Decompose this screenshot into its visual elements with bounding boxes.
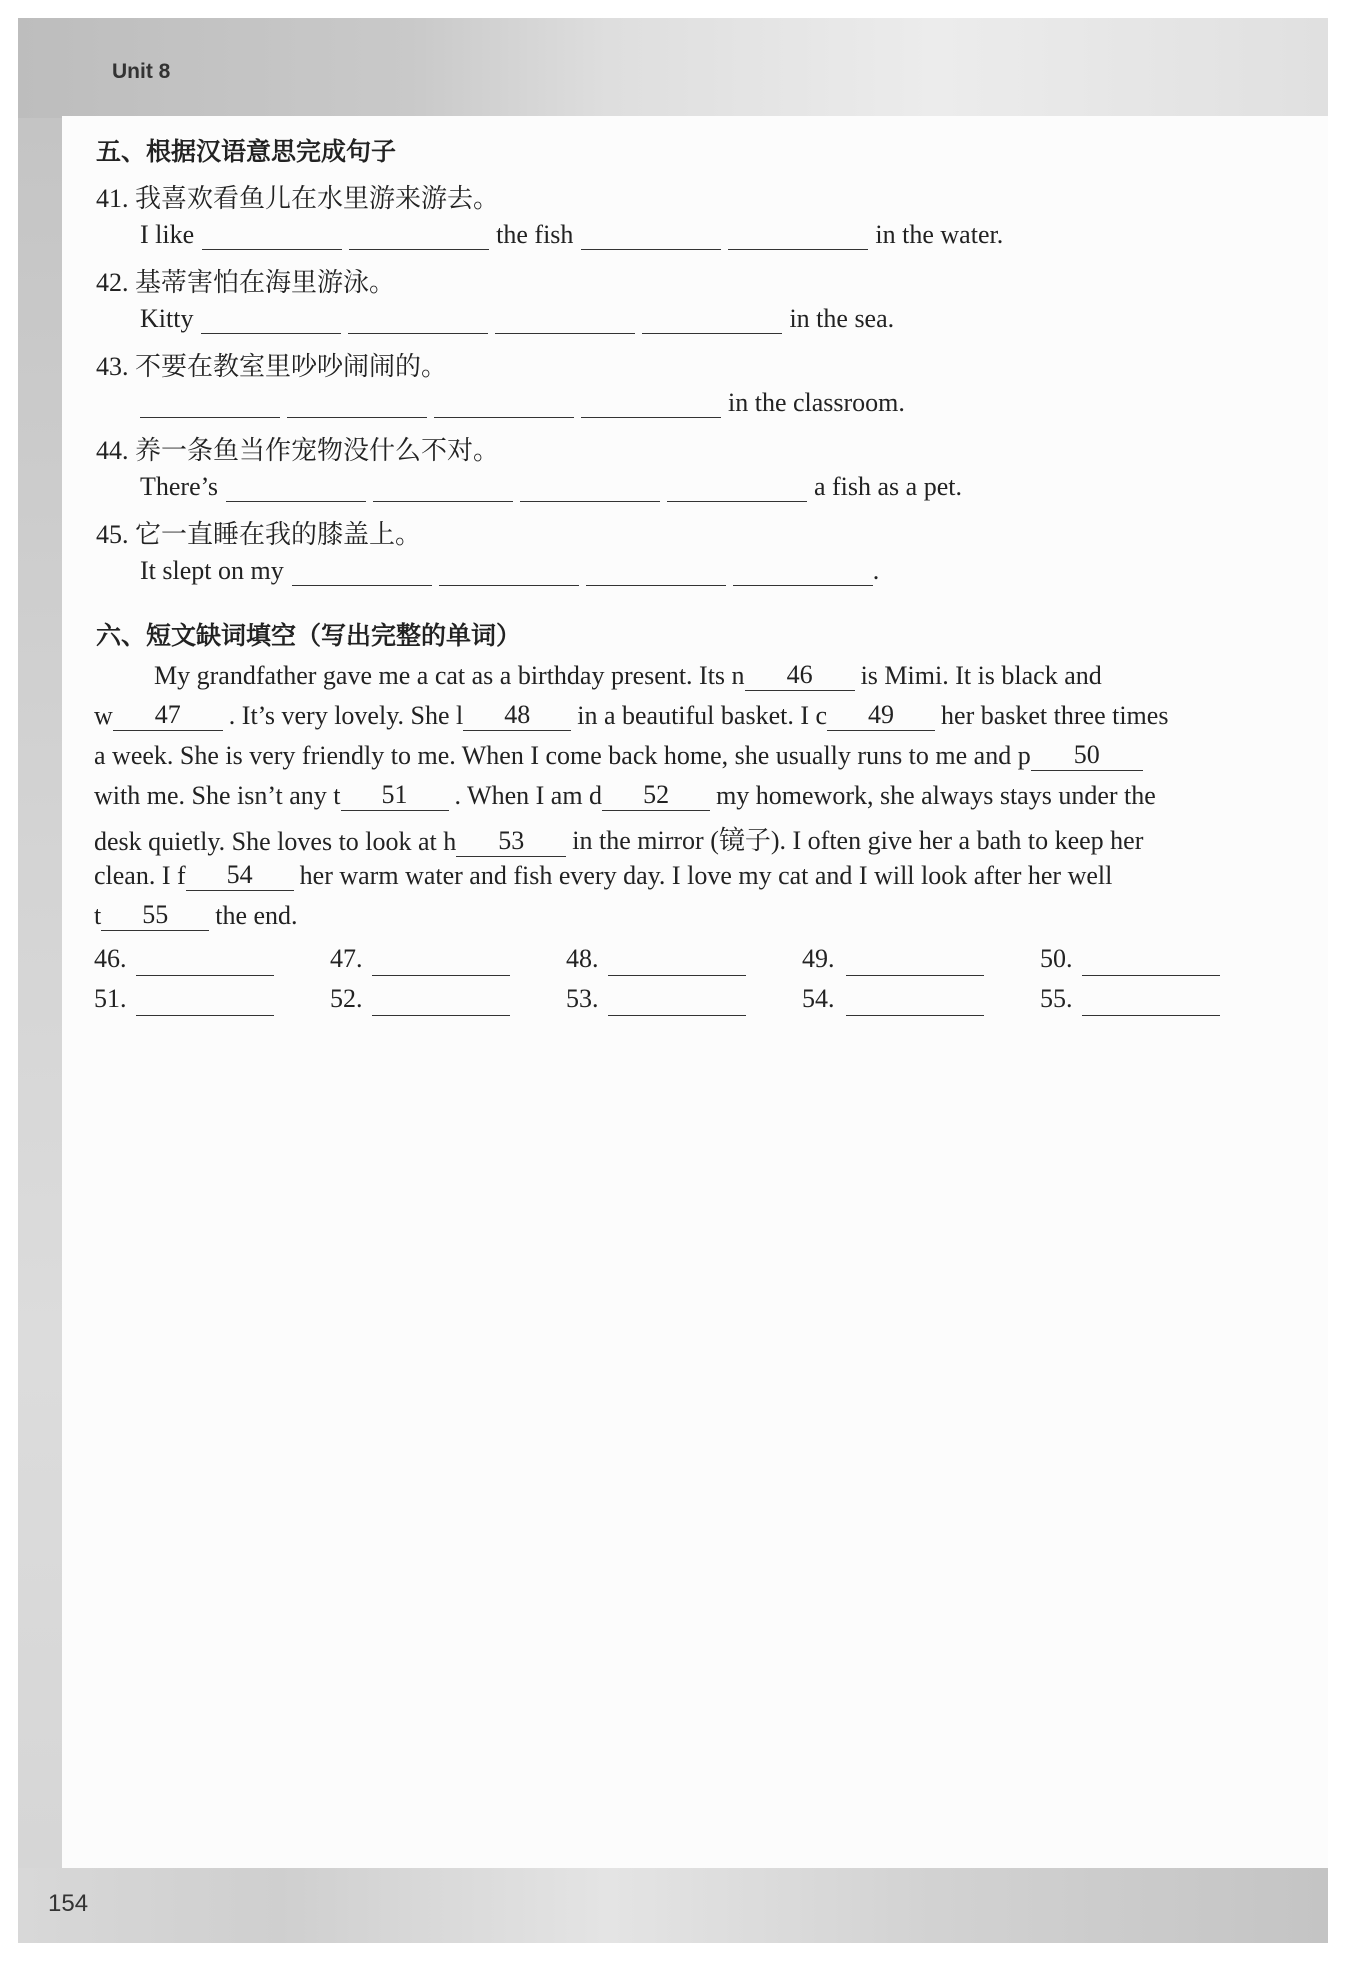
answer-label-54: 54.: [802, 984, 835, 1013]
answer-blank-46[interactable]: [136, 974, 274, 976]
cloze-text: clean. I f: [94, 861, 186, 890]
q44-answer-line: [140, 472, 970, 502]
cloze-text: w: [94, 701, 113, 730]
q44-post: a fish as a pet.: [813, 472, 962, 501]
q41-post: in the water.: [875, 220, 1004, 249]
q45-pre: It slept on my: [140, 556, 284, 585]
q43-blank-1[interactable]: [140, 391, 280, 418]
q43-chinese: 43. 不要在教室里吵吵闹闹的。: [96, 352, 448, 381]
cloze-blank-47[interactable]: 47: [113, 700, 223, 731]
q41-blank-1[interactable]: [202, 223, 342, 250]
cloze-text: in a beautiful basket. I c: [577, 701, 828, 730]
cloze-line-6: [94, 860, 1112, 891]
q45-blank-2[interactable]: [439, 559, 579, 586]
q42-answer-line: [140, 304, 902, 334]
q43-post: in the classroom.: [728, 388, 905, 417]
q41-answer-line: [140, 220, 1011, 250]
q45-blank-4[interactable]: [733, 559, 873, 586]
cloze-text: her warm water and fish every day. I love my cat and I will look after her well: [299, 861, 1113, 890]
answer-blank-50[interactable]: [1082, 974, 1220, 976]
q44-blank-1[interactable]: [226, 475, 366, 502]
cloze-text: . It’s very lovely. She l: [228, 701, 464, 730]
section6-heading: 六、短文缺词填空（写出完整的单词）: [96, 621, 522, 650]
answer-blank-48[interactable]: [608, 974, 746, 976]
q42-post: in the sea.: [789, 304, 895, 333]
cloze-text: desk quietly. She loves to look at h: [94, 827, 457, 856]
answer-label-55: 55.: [1040, 984, 1073, 1013]
cloze-blank-46[interactable]: 46: [745, 660, 855, 691]
cloze-blank-51[interactable]: 51: [341, 780, 449, 811]
answer-label-47: 47.: [330, 944, 363, 973]
q42-blank-1[interactable]: [201, 307, 341, 334]
cloze-text: t: [94, 901, 102, 930]
q45-post: .: [872, 556, 880, 585]
footer-band: [18, 1868, 1328, 1943]
q43-answer-line: [140, 388, 913, 418]
cloze-text: my homework, she always stays under the: [716, 781, 1156, 810]
q43-blank-3[interactable]: [434, 391, 574, 418]
cloze-text: the end.: [215, 901, 298, 930]
q45-answer-line: [140, 556, 887, 586]
q42-blank-4[interactable]: [642, 307, 782, 334]
q44-blank-3[interactable]: [520, 475, 660, 502]
q42-blank-3[interactable]: [495, 307, 635, 334]
q45-blank-1[interactable]: [292, 559, 432, 586]
page-number: 154: [48, 1890, 89, 1917]
cloze-blank-54[interactable]: 54: [186, 860, 294, 891]
q43-blank-2[interactable]: [287, 391, 427, 418]
q41-mid: the fish: [496, 220, 574, 249]
cloze-blank-49[interactable]: 49: [827, 700, 935, 731]
q44-blank-4[interactable]: [667, 475, 807, 502]
q44-pre: There’s: [140, 472, 218, 501]
q42-blank-2[interactable]: [348, 307, 488, 334]
header-band: [18, 18, 1328, 118]
cloze-blank-55[interactable]: 55: [101, 900, 209, 931]
q45-blank-3[interactable]: [586, 559, 726, 586]
q41-chinese: 41. 我喜欢看鱼儿在水里游来游去。: [96, 184, 500, 213]
answer-blank-54[interactable]: [846, 1014, 984, 1016]
cloze-line-7: [94, 900, 298, 931]
cloze-text: is Mimi. It is black and: [860, 661, 1102, 690]
q45-chinese: 45. 它一直睡在我的膝盖上。: [96, 520, 422, 549]
cloze-text: a week. She is very friendly to me. When I come back home, she usually runs to me and p: [94, 741, 1031, 770]
cloze-blank-52[interactable]: 52: [602, 780, 710, 811]
answer-label-53: 53.: [566, 984, 599, 1013]
cloze-text: her basket three times: [941, 701, 1169, 730]
left-margin-band: [18, 118, 62, 1868]
answer-blank-55[interactable]: [1082, 1014, 1220, 1016]
q44-chinese: 44. 养一条鱼当作宠物没什么不对。: [96, 436, 500, 465]
section5-heading: 五、根据汉语意思完成句子: [96, 137, 397, 166]
answer-blank-47[interactable]: [372, 974, 510, 976]
cloze-line-5: [94, 820, 1143, 857]
answer-blank-51[interactable]: [136, 1014, 274, 1016]
q41-pre: I like: [140, 220, 195, 249]
cloze-blank-53[interactable]: 53: [456, 826, 566, 857]
q41-blank-4[interactable]: [728, 223, 868, 250]
cloze-blank-50[interactable]: 50: [1031, 740, 1143, 771]
answer-label-51: 51.: [94, 984, 127, 1013]
q41-blank-2[interactable]: [349, 223, 489, 250]
q42-chinese: 42. 基蒂害怕在海里游泳。: [96, 268, 396, 297]
cloze-line-2: [94, 700, 1168, 731]
cloze-line-1: [154, 660, 1102, 691]
answer-label-48: 48.: [566, 944, 599, 973]
q42-pre: Kitty: [140, 304, 194, 333]
cloze-line-3: [94, 740, 1149, 771]
answer-label-52: 52.: [330, 984, 363, 1013]
answer-blank-49[interactable]: [846, 974, 984, 976]
answer-label-49: 49.: [802, 944, 835, 973]
cloze-text: . When I am d: [454, 781, 603, 810]
answer-label-46: 46.: [94, 944, 127, 973]
answer-blank-53[interactable]: [608, 1014, 746, 1016]
cloze-text: My grandfather gave me a cat as a birthday present. Its n: [154, 661, 745, 690]
q41-blank-3[interactable]: [581, 223, 721, 250]
cloze-text: with me. She isn’t any t: [94, 781, 341, 810]
answer-blank-52[interactable]: [372, 1014, 510, 1016]
unit-label: Unit 8: [112, 60, 171, 83]
q43-blank-4[interactable]: [581, 391, 721, 418]
cloze-line-4: [94, 780, 1156, 811]
q44-blank-2[interactable]: [373, 475, 513, 502]
cloze-blank-48[interactable]: 48: [463, 700, 571, 731]
answer-label-50: 50.: [1040, 944, 1073, 973]
cloze-text: in the mirror (镜子). I often give her a bath to keep her: [572, 826, 1144, 855]
